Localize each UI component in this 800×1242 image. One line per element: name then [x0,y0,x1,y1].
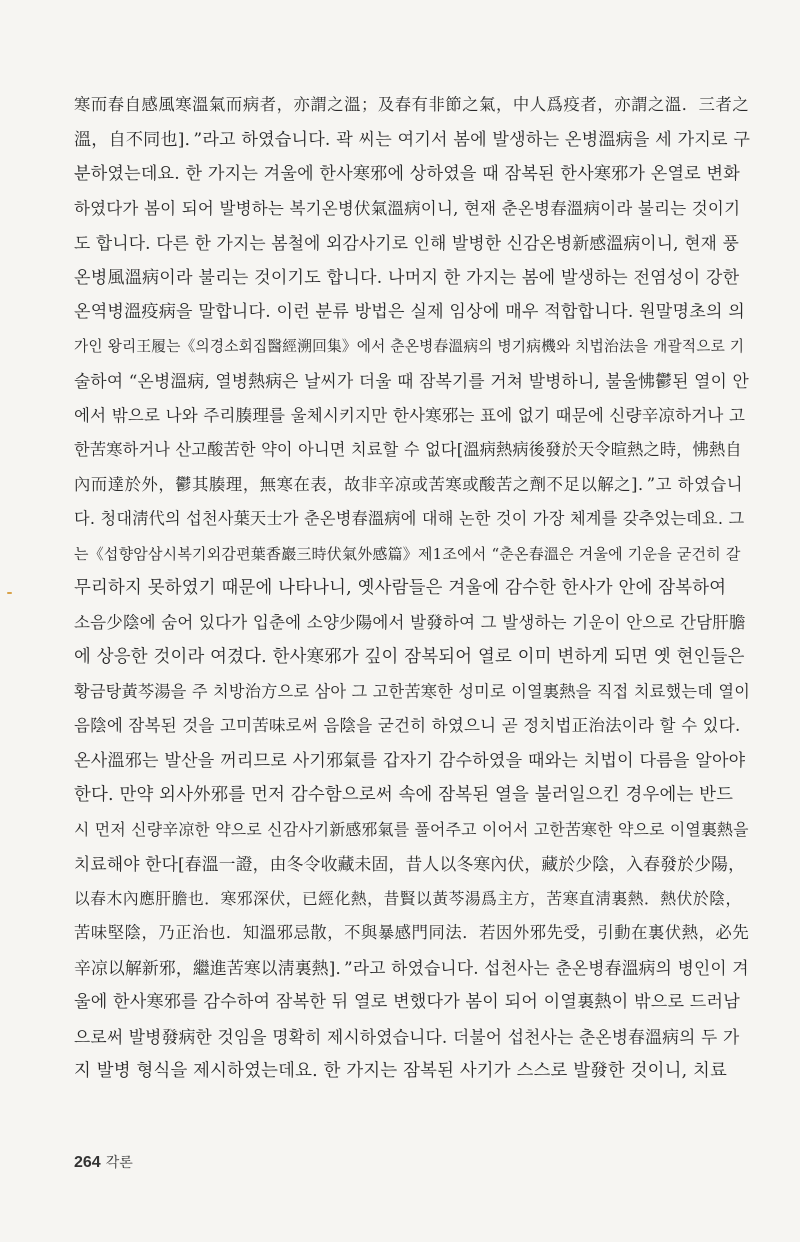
page-number: 264 [74,1154,101,1171]
text-line: 온역병溫疫病을 말합니다. 이런 분류 방법은 실제 임상에 매우 적합합니다. 원말명초의 의 [74,302,745,322]
text-line: 울에 한사寒邪를 감수하여 잠복한 뒤 열로 변했다가 봄이 되어 이열裏熱이 밖으로 드러남 [74,992,740,1012]
text-line: 가인 왕리王履는《의경소회집醫經溯回集》에서 춘온병春溫病의 병기病機와 치법治法을 개괄적으로 기 [74,337,745,355]
text-line: 무리하지 못하였기 때문에 나타나니, 옛사람들은 겨울에 감수한 한사가 안에 잠복하여 [74,578,727,598]
page-footer [74,1152,133,1172]
text-line: 음陰에 잠복된 것을 고미苦味로써 음陰을 굳건히 하였으니 곧 정치법正治法이라 할 수 있다. [74,716,741,735]
text-line: 도 합니다. 다른 한 가지는 봄철에 외감사기로 인해 발병한 신감온병新感溫病이니, 현재 풍 [74,233,740,253]
section-label: 각론 [105,1154,133,1170]
text-line: 苦味堅陰，乃正治也．知溫邪忌散，不與暴感門同法．若因外邪先受，引動在裏伏熱，必先 [74,923,750,942]
margin-speck [7,592,12,594]
text-line: 소음少陰에 숨어 있다가 입춘에 소양少陽에서 발發하여 그 발생하는 기운이 안으로 간담肝膽 [74,612,746,632]
text-line: 內而達於外，鬱其腠理，無寒在表，故非辛凉或苦寒或酸苦之劑不足以解之]．”고 하였습니 [74,474,744,494]
text-line: 에서 밖으로 나와 주리腠理를 울체시키지만 한사寒邪는 표에 없기 때문에 신량辛凉하거나 고 [74,405,746,425]
text-line: 辛凉以解新邪，繼進苦寒以淸裏熱]．”라고 하였습니다. 섭천사는 춘온병春溫病의 병인이 겨 [74,957,749,978]
text-line: 황금탕黃芩湯을 주 치방治方으로 삼아 그 고한苦寒한 성미로 이열裏熱을 직접 치료했는데 열이 [74,681,750,701]
text-line: 다. 청대淸代의 섭천사葉天士가 춘온병春溫病에 대해 논한 것이 가장 체계를 갖추었는데요. 그 [74,509,745,528]
text-line: 치료해야 한다[春溫一證，由冬令收藏未固，昔人以冬寒內伏，藏於少陰，入春發於少陽， [74,854,746,874]
text-line: 으로써 발병發病한 것임을 명확히 제시하였습니다. 더불어 섭천사는 춘온병春溫病의 두 가 [74,1026,740,1047]
text-line: 지 발병 형식을 제시하였는데요. 한 가지는 잠복된 사기가 스스로 발發한 것이니, 치료 [74,1061,728,1081]
text-line: 온병風溫病이라 불리는 것이기도 합니다. 나머지 한 가지는 봄에 발생하는 전염성이 강한 [74,267,740,288]
text-line: 술하여 “온병溫病, 열병熱病은 날씨가 더울 때 잠복기를 거쳐 발병하니, 불울怫鬱된 열이 안 [74,371,749,391]
text-line: 한다. 만약 외사外邪를 먼저 감수함으로써 속에 잠복된 열을 불러일으킨 경우에는 반드 [74,785,734,805]
text-line: 온사溫邪는 발산을 꺼리므로 사기邪氣를 갑자기 감수하였을 때와는 치법이 다름을 알아야 [74,750,746,771]
body-text [74,88,750,1089]
text-line: 하였다가 봄이 되어 발병하는 복기온병伏氣溫病이니, 현재 춘온병春溫病이라 불리는 것이기 [74,198,741,218]
text-line: 분하였는데요. 한 가지는 겨울에 한사寒邪에 상하였을 때 잠복된 한사寒邪가 온열로 변화 [74,164,740,184]
text-line: 寒而春自感風寒溫氣而病者，亦謂之溫；及春有非節之氣，中人爲疫者，亦謂之溫．三者之 [74,95,750,114]
text-line: 에 상응한 것이라 여겼다. 한사寒邪가 깊이 잠복되어 열로 이미 변하게 되면 옛 현인들은 [74,647,745,667]
text-line: 시 먼저 신량辛凉한 약으로 신감사기新感邪氣를 풀어주고 이어서 고한苦寒한 약으로 이열裏熱을 [74,819,749,839]
text-line: 溫，自不同也]．”라고 하였습니다. 곽 씨는 여기서 봄에 발생하는 온병溫病을 세 가지로 구 [74,129,750,150]
text-line: 는《섭향암삼시복기외감편葉香巖三時伏氣外感篇》제1조에서 “춘온春溫은 겨울에 기운을 굳건히 갈 [74,544,741,563]
text-line: 以春木內應肝膽也．寒邪深伏，已經化熱，昔賢以黃芩湯爲主方，苦寒直淸裏熱．熱伏於陰， [74,888,742,908]
text-line: 한苦寒하거나 산고酸苦한 약이 아니면 치료할 수 없다[溫病熱病後發於天令暄熱之時，怫熱自 [74,440,742,459]
